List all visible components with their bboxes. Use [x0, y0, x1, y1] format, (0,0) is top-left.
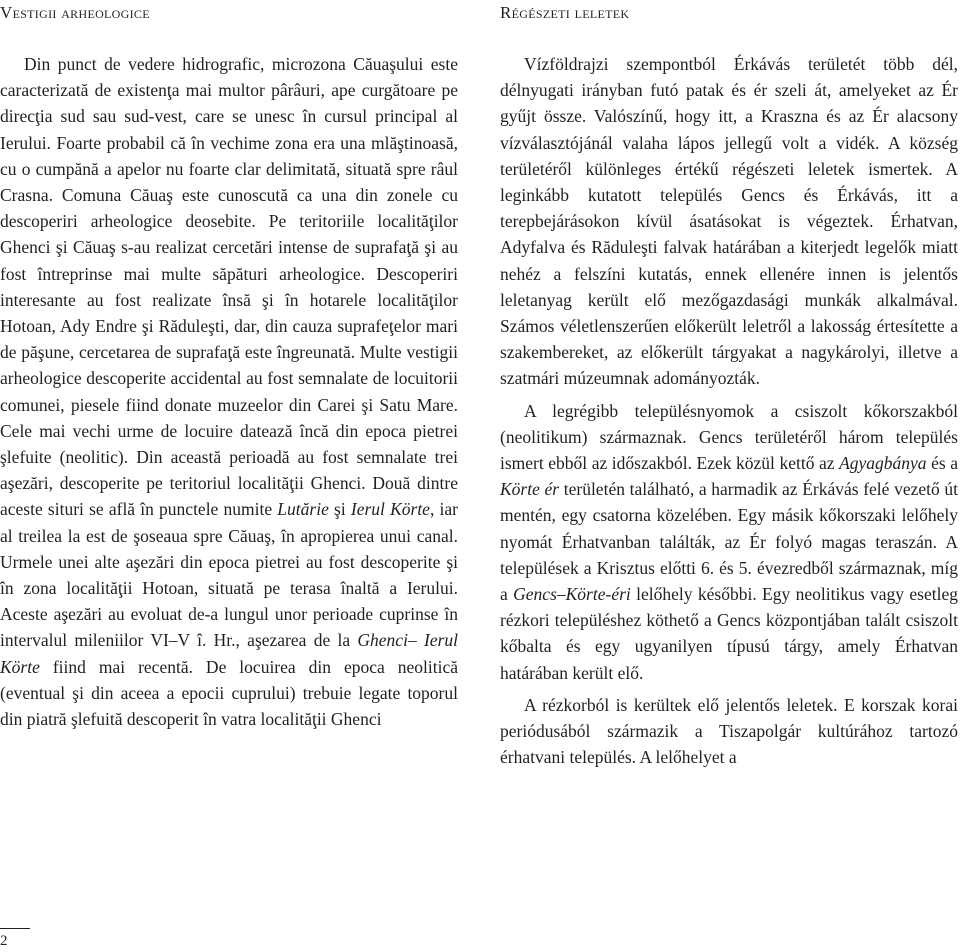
place-name-italic: Gencs–Körte-éri	[513, 584, 631, 605]
paragraph: A legrégibb településnyomok a csiszolt kőkorszakból (neolitikum) származnak. Gencs területéről három település ismert ebből az időszakból. Ezek közül kettő az Agyagbánya és a Körte ér területén található, a harmadik az Érkávás felé vezető út mentén, egy csatorna közelében. Egy másik kőkorszaki lelőhely nyomát Érhatvanban találták, az Ér folyó magas teraszán. A települések a Krisztus előtti 6. és 5. évezredből származnak, míg a Gencs–Körte-éri lelőhely későbbi. Egy neolitikus vagy esetleg rézkori településhez köthető a Gencs központjában talált csiszolt kőbalta és egy ugyanilyen típusú tárgy, amely Érhatvan határában került elő.	[500, 400, 958, 683]
section-heading-ro: Vestigii arheologice	[0, 3, 150, 22]
paragraph: A rézkorból is kerültek elő jelentős leletek. E korszak korai periódusából származik a Tiszapolgár kultúrához tartozó érhatvani település. A lelőhelyet a	[500, 694, 958, 768]
place-name-italic: Agyagbánya	[839, 453, 927, 474]
paragraph: Din punct de vedere hidrografic, microzona Căuaşului este caracterizată de existenţa mai multor pârâuri, ape curgătoare pe direcţia sud sau sud-vest, care se unesc în cursul principal al Ierului. Foarte probabil că în vechime zona era una mlăştinoasă, cu o cumpănă a apelor nu foarte clar delimitată, situată spre râul Crasna. Comuna Căuaş este cunoscută ca una din zonele cu descoperiri arheologice deosebite. Pe teritoriile localităţilor Ghenci şi Căuaş s-au realizat cercetări intense de suprafaţă şi au fost întreprinse mai multe săpături arheologice. Descoperiri interesante au fost realizate însă şi în hotarele localităţilor Hotoan, Ady Endre şi Răduleşti, dar, din cauza suprafeţelor mari de păşune, cercetarea de suprafaţă este îngreunată. Multe vestigii arheologice descoperite accidental au fost semnalate de locuitorii comunei, piesele fiind donate muzeelor din Carei şi Satu Mare. Cele mai vechi urme de locuire datează încă din epoca pietrei şlefuite (neolitic). Din această perioadă au fost semnalate trei aşezări, descoperite pe teritoriul localităţii Ghenci. Două dintre aceste situri se află în punctele numite Lutărie şi Ierul Körte, iar al treilea la est de şoseaua spre Căuaş, în apropierea unui canal. Urmele unei alte aşezări din epoca pietrei au fost descoperite şi în zona localităţii Hotoan, situată pe terasa înaltă a Ierului. Aceste aşezări au evoluat de-a lungul unor perioade cuprinse în intervalul mileniilor VI–V î. Hr., aşezarea de la Ghenci– Ierul Körte fiind mai recentă. De locuirea din epoca neolitică (eventual şi din aceea a epocii cuprului) trebuie legate toporul din piatră şlefuită descoperit în vatra localităţii Ghenci	[0, 54, 458, 730]
left-column-romanian	[0, 0, 458, 732]
body-text-hu	[500, 51, 958, 770]
right-column-hungarian	[500, 0, 958, 770]
place-name-italic: Lutărie	[277, 499, 329, 520]
place-name-italic: Ierul Körte	[350, 499, 430, 520]
place-name-italic: Körte ér	[500, 479, 560, 500]
body-text-ro	[0, 51, 458, 732]
section-heading-hu: Régészeti leletek	[500, 3, 630, 22]
page-number: 2	[0, 928, 30, 951]
place-name-italic: Ghenci– Ierul Körte	[0, 630, 458, 677]
paragraph: Vízföldrajzi szempontból Érkávás területét több dél, délnyugati irányban futó patak és ér szeli át, amelyeket az Ér gyűjt össze. Valószínű, hogy itt, a Kraszna és az Ér alacsony vízválasztójánál valaha lápos jellegű volt a vidék. A község területéről különleges értékű régészeti leletek ismertek. A leginkább kutatott település Gencs és Érkávás, itt a terepbejárásokon kívül ásatásokat is végeztek. Érhatvan, Adyfalva és Răduleşti falvak határában a kiterjedt legelők miatt nehéz a felszíni kutatás, ennek ellenére innen is jelentős leletanyag került elő mezőgazdasági munkák alkalmával. Számos véletlenszerűen előkerült leletről a lakosság értesítette a szakembereket, az előkerült tárgyakat a nagykárolyi, illetve a szatmári múzeumnak adományozták.	[500, 54, 958, 389]
